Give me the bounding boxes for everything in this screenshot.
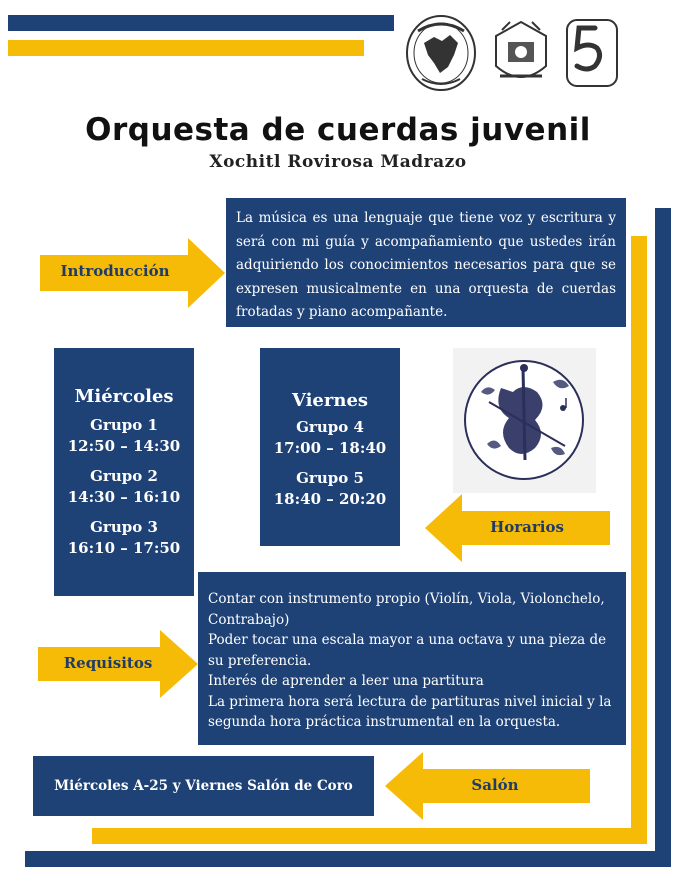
requirement-line: Poder tocar una escala mayor a una octava y una pieza de su preferencia. — [208, 632, 607, 669]
group-time: 12:50 – 14:30 — [67, 437, 181, 455]
page-title: Orquesta de cuerdas juvenil — [85, 112, 591, 148]
group-4 — [260, 417, 400, 459]
friday-schedule-box — [260, 348, 400, 546]
intro-box — [226, 198, 626, 327]
group-name: Grupo 3 — [90, 518, 158, 536]
requirement-line: La primera hora será lectura de partituras nivel inicial y la segunda hora práctica instrumental en la orquesta. — [208, 693, 612, 730]
group-time: 17:00 – 18:40 — [273, 439, 387, 457]
room-box — [33, 756, 374, 816]
salon-label: Salón — [471, 776, 519, 794]
unam-seal-icon — [404, 13, 478, 93]
frame-navy-right — [655, 208, 671, 866]
requirement-line: Contar con instrumento propio (Violín, Viola, Violonchelo, Contrabajo) — [208, 591, 605, 628]
frame-navy-bottom — [25, 851, 671, 867]
wednesday-schedule-box — [54, 348, 194, 596]
group-time: 14:30 – 16:10 — [67, 488, 181, 506]
intro-text: La música es una lenguaje que tiene voz y escritura y será con mi guía y acompañamiento que ustedes irán adquiriendo los conocimientos necesarios para que se expresen musicalmente en una orquesta de cuerdas frotadas y piano acompañante. — [236, 210, 616, 320]
frame-gold-right — [631, 236, 647, 844]
top-navy-bar — [8, 15, 394, 31]
enp-5-logo-icon — [565, 18, 619, 88]
group-time: 16:10 – 17:50 — [67, 539, 181, 557]
top-gold-bar — [8, 40, 364, 56]
requirements-box — [198, 572, 626, 745]
requisitos-label: Requisitos — [63, 654, 153, 672]
introduccion-label: Introducción — [60, 262, 170, 280]
horarios-label: Horarios — [490, 518, 564, 536]
room-text: Miércoles A-25 y Viernes Salón de Coro — [54, 778, 353, 794]
group-3 — [54, 517, 194, 559]
group-name: Grupo 4 — [296, 418, 364, 436]
group-2 — [54, 466, 194, 508]
group-time: 18:40 – 20:20 — [273, 490, 387, 508]
prepa-crest-icon — [490, 16, 552, 90]
friday-day: Viernes — [291, 390, 369, 411]
group-name: Grupo 5 — [296, 469, 364, 487]
frame-gold-bottom — [92, 828, 647, 844]
wednesday-day: Miércoles — [74, 386, 174, 407]
author-name: Xochitl Rovirosa Madrazo — [209, 152, 467, 172]
requirement-line: Interés de aprender a leer una partitura — [208, 673, 484, 689]
violin-illustration-icon — [453, 348, 596, 493]
group-name: Grupo 1 — [90, 416, 158, 434]
group-5 — [260, 468, 400, 510]
group-name: Grupo 2 — [90, 467, 158, 485]
group-1 — [54, 415, 194, 457]
